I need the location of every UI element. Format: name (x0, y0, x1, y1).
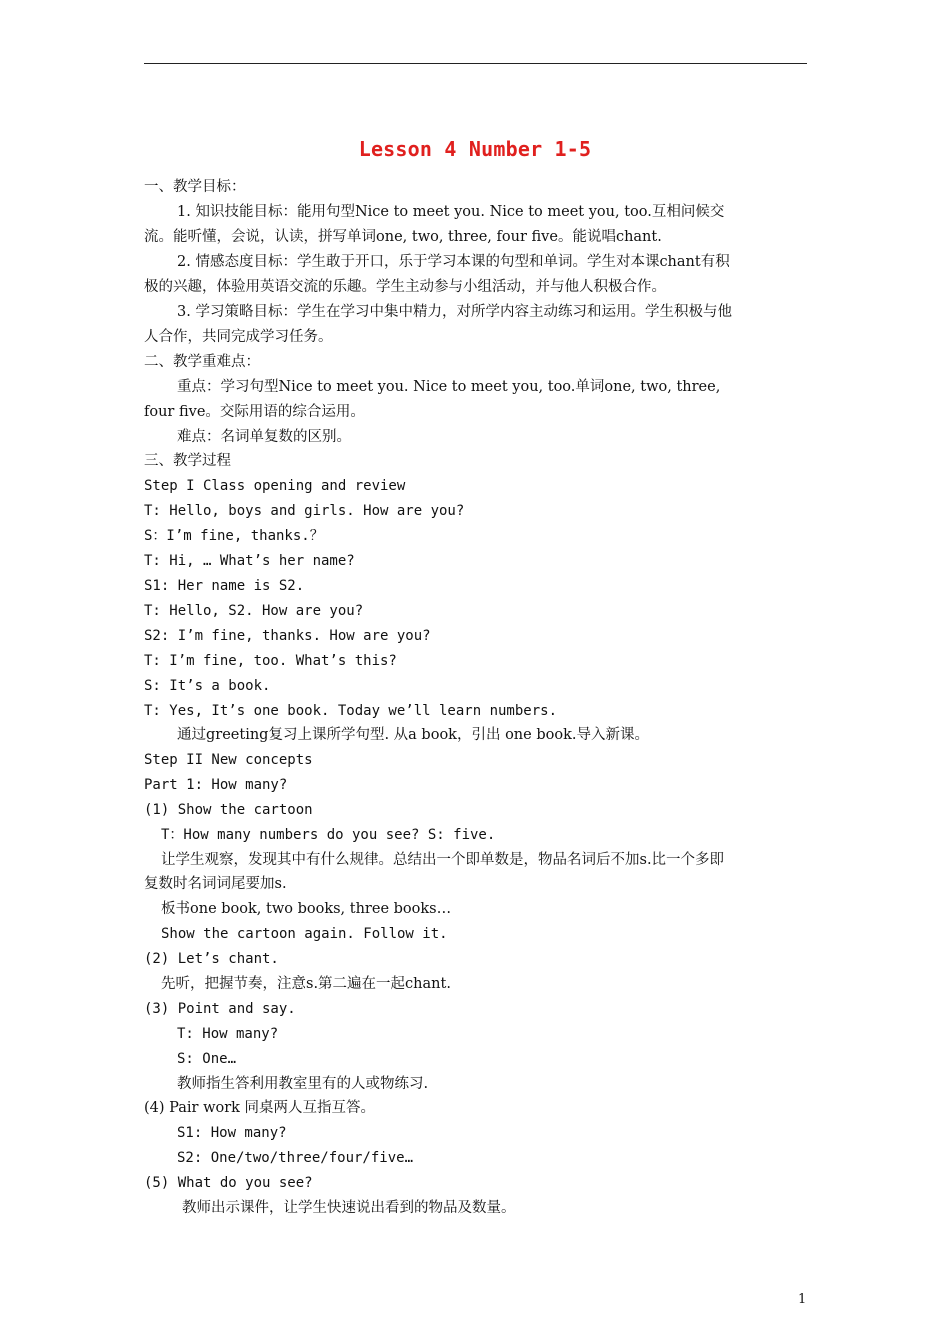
text-line: 1. 知识技能目标：能用句型Nice to meet you. Nice to meet you, too.互相问候交 (177, 204, 725, 220)
dialogue-line: T：How many numbers do you see? S: five. (161, 827, 496, 843)
dialogue-line: S2: One/two/three/four/five… (177, 1150, 414, 1166)
text-line: 教师指生答利用教室里有的人或物练习. (177, 1076, 429, 1092)
dialogue-line: S2: I’m fine, thanks. How are you? (144, 628, 431, 644)
text-line: 重点：学习句型Nice to meet you. Nice to meet you, too.单词one, two, three, (177, 379, 721, 395)
text-line: four five。交际用语的综合运用。 (144, 404, 365, 420)
dialogue-line: S: One… (177, 1051, 237, 1067)
text-line: 2. 情感态度目标：学生敢于开口，乐于学习本课的句型和单词。学生对本课chant有积 (177, 254, 730, 270)
text-line: 流。能听懂，会说，认读，拼写单词one, two, three, four five。能说唱chant. (144, 229, 662, 245)
text-line: 板书one book, two books, three books… (161, 901, 452, 917)
dialogue-line: T: Hello, boys and girls. How are you? (144, 503, 465, 519)
header-rule (144, 63, 807, 64)
activity-heading: (2) Let’s chant. (144, 951, 279, 967)
activity-heading: (4) Pair work 同桌两人互指互答。 (144, 1100, 376, 1116)
text-line: 人合作，共同完成学习任务。 (144, 329, 333, 345)
page-number: 1 (798, 1292, 807, 1307)
dialogue-line: S1: Her name is S2. (144, 578, 305, 594)
activity-heading: (1) Show the cartoon (144, 802, 313, 818)
dialogue-line: S1: How many? (177, 1125, 287, 1141)
lesson-title: Lesson 4 Number 1-5 (358, 137, 592, 161)
text-line: 极的兴趣，体验用英语交流的乐趣。学生主动参与小组活动，并与他人积极合作。 (144, 279, 666, 295)
dialogue-line: T: How many? (177, 1026, 279, 1042)
section-heading-process: 三、教学过程 (144, 453, 231, 469)
step-heading: Step I Class opening and review (144, 478, 406, 494)
section-heading-objectives: 一、教学目标： (144, 179, 246, 195)
activity-heading: (5) What do you see? (144, 1175, 313, 1191)
dialogue-line: S：I’m fine, thanks.？ (144, 528, 324, 544)
activity-heading: (3) Point and say. (144, 1001, 296, 1017)
dialogue-line: T: Yes, It’s one book. Today we’ll learn numbers. (144, 703, 558, 719)
part-heading: Part 1: How many? (144, 777, 288, 793)
dialogue-line: T: Hello, S2. How are you? (144, 603, 364, 619)
text-line: 通过greeting复习上课所学句型. 从a book，引出 one book.导入新课。 (177, 727, 649, 743)
dialogue-line: S: It’s a book. (144, 678, 271, 694)
text-line: 先听，把握节奏，注意s.第二遍在一起chant. (161, 976, 451, 992)
text-line: 3. 学习策略目标：学生在学习中集中精力，对所学内容主动练习和运用。学生积极与他 (177, 304, 732, 320)
text-line: 复数时名词词尾要加s. (144, 876, 287, 892)
section-heading-key-points: 二、教学重难点： (144, 354, 260, 370)
text-line: 教师出示课件，让学生快速说出看到的物品及数量。 (182, 1200, 516, 1216)
text-line: Show the cartoon again. Follow it. (161, 926, 448, 942)
text-line: 让学生观察，发现其中有什么规律。总结出一个即单数是，物品名词后不加s.比一个多即 (161, 852, 725, 868)
dialogue-line: T: I’m fine, too. What’s this? (144, 653, 397, 669)
step-heading: Step II New concepts (144, 752, 313, 768)
text-line: 难点：名词单复数的区别。 (177, 429, 351, 445)
dialogue-line: T: Hi, … What’s her name? (144, 553, 355, 569)
